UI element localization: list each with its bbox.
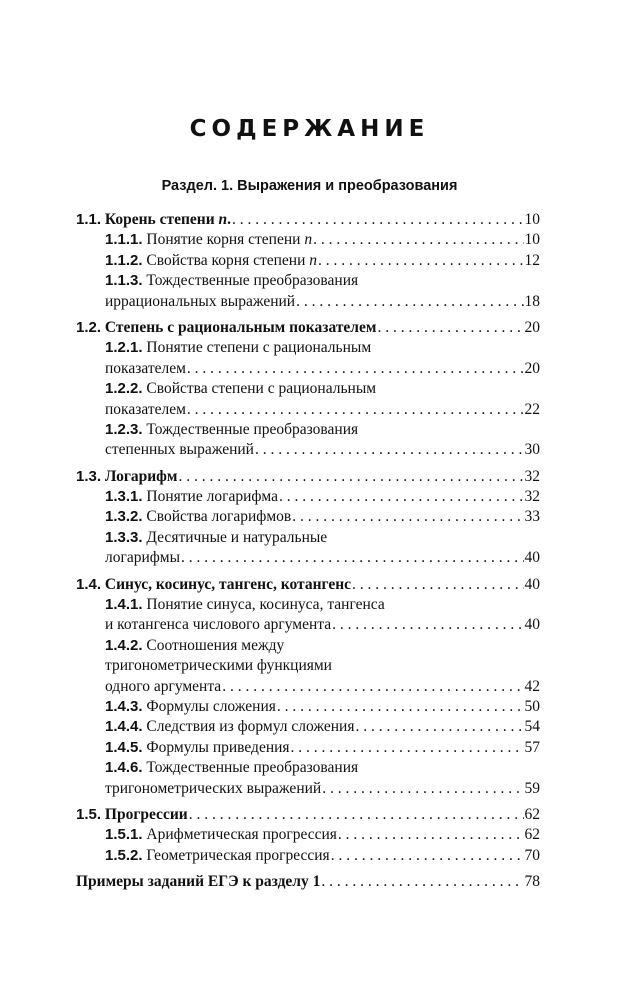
dot-leader bbox=[332, 615, 523, 635]
toc-entry-text: 1.1.1. Понятие корня степени n bbox=[105, 231, 313, 249]
page-number: 40 bbox=[524, 575, 540, 593]
toc-entry-text: Понятие степени с рациональным bbox=[146, 339, 372, 357]
toc-entry-text: 1.3.2. Свойства логарифмов bbox=[105, 508, 292, 526]
toc-entry-1-3-1[interactable] bbox=[76, 487, 540, 507]
toc-entry-text: 1.4.5. Формулы приведения bbox=[105, 738, 290, 756]
toc-entry-1-1-1[interactable] bbox=[76, 230, 540, 250]
page-number: 62 bbox=[524, 826, 540, 844]
toc-entry-text: Примеры заданий ЕГЭ к разделу 1 bbox=[76, 873, 321, 891]
page-number: 20 bbox=[524, 318, 540, 336]
dot-leader bbox=[187, 400, 524, 420]
page-number: 12 bbox=[524, 251, 540, 269]
toc-entry-text: 1.5. Прогрессии bbox=[76, 805, 188, 823]
page-number: 22 bbox=[524, 400, 540, 418]
toc-entry-1-4-2-cont2[interactable] bbox=[76, 677, 540, 697]
toc-entry-1-5[interactable] bbox=[76, 805, 540, 825]
toc-entry-1-4-1-cont[interactable] bbox=[76, 615, 540, 635]
dot-leader bbox=[232, 210, 523, 230]
toc-entry-1-3-3-cont[interactable] bbox=[76, 548, 540, 568]
page-number: 20 bbox=[524, 359, 540, 377]
toc-entry-text: 1.4. Синус, косинус, тангенс, котангенс bbox=[76, 575, 352, 593]
dot-leader bbox=[292, 507, 523, 527]
toc-entry-1-2-1[interactable]: 1.2.1. Понятие степени с рациональным bbox=[105, 339, 372, 357]
dot-leader bbox=[338, 825, 524, 845]
dot-leader bbox=[181, 548, 523, 568]
toc-entry-text: логарифмы bbox=[105, 549, 181, 567]
dot-leader bbox=[255, 440, 524, 460]
page-number: 32 bbox=[524, 488, 540, 506]
toc-entry-text: 1.5.2. Геометрическая прогрессия bbox=[105, 846, 330, 864]
section-heading: Раздел. 1. Выражения и преобразования bbox=[161, 178, 458, 194]
toc-entry-1-3[interactable] bbox=[76, 467, 540, 487]
toc-entry-text: тригонометрических выражений bbox=[105, 779, 322, 797]
page-number: 40 bbox=[524, 549, 540, 567]
toc-entry-1-4-2[interactable]: 1.4.2. Соотношения между bbox=[105, 636, 285, 654]
dot-leader bbox=[318, 251, 524, 271]
toc-entry-1-2[interactable] bbox=[76, 318, 540, 338]
toc-entry-1-2-1-cont[interactable] bbox=[76, 359, 540, 379]
page-number: 54 bbox=[524, 718, 540, 736]
toc-entry-text: Тождественные преобразования bbox=[146, 759, 359, 777]
toc-entry-1-4-4[interactable] bbox=[76, 717, 540, 737]
toc-entry-1-3-3[interactable]: 1.3.3. Десятичные и натуральные bbox=[105, 528, 328, 546]
toc-entry-text: степенных выражений bbox=[105, 441, 254, 459]
toc-entry-1-1-3[interactable]: 1.1.3. Тождественные преобразования bbox=[105, 272, 359, 290]
toc-entry-1-4-6-cont[interactable] bbox=[76, 779, 540, 799]
page-number: 30 bbox=[524, 441, 540, 459]
dot-leader bbox=[279, 487, 524, 507]
toc-entry-text: 1.3. Логарифм bbox=[76, 467, 178, 485]
toc-entry-examples[interactable] bbox=[76, 872, 540, 892]
toc-entry-1-2-3-cont[interactable] bbox=[76, 440, 540, 460]
dot-leader bbox=[313, 230, 523, 250]
toc-entry-text: 1.5.1. Арифметическая прогрессия bbox=[105, 826, 337, 844]
dot-leader bbox=[355, 717, 523, 737]
toc-entry-1-2-2-cont[interactable] bbox=[76, 400, 540, 420]
toc-entry-text: и котангенса числового аргумента bbox=[105, 616, 332, 634]
page-number: 40 bbox=[524, 616, 540, 634]
toc-entry-1-4-1[interactable]: 1.4.1. Понятие синуса, косинуса, тангенса bbox=[105, 596, 385, 614]
toc-entry-text: показателем bbox=[105, 400, 186, 418]
page-number: 78 bbox=[524, 873, 540, 891]
toc-entry-1-1-3-cont[interactable] bbox=[76, 292, 540, 312]
table-of-contents bbox=[76, 210, 540, 893]
dot-leader bbox=[291, 738, 524, 758]
page-number: 70 bbox=[524, 846, 540, 864]
toc-entry-text: 1.2. Степень с рациональным показателем bbox=[76, 318, 377, 336]
toc-entry-1-1[interactable] bbox=[76, 210, 540, 230]
toc-entry-1-5-2[interactable] bbox=[76, 846, 540, 866]
toc-entry-text: тригонометрическими функциями bbox=[105, 657, 332, 675]
page-number: 32 bbox=[524, 467, 540, 485]
dot-leader bbox=[222, 677, 523, 697]
toc-entry-text: 1.4.3. Формулы сложения bbox=[105, 697, 276, 715]
toc-entry-text: показателем bbox=[105, 359, 186, 377]
dot-leader bbox=[189, 805, 524, 825]
dot-leader bbox=[178, 467, 523, 487]
toc-entry-text: иррациональных выражений bbox=[105, 292, 296, 310]
toc-entry-text: 1.3.1. Понятие логарифма bbox=[105, 488, 278, 506]
toc-entry-1-4-6[interactable]: 1.4.6. Тождественные преобразования bbox=[105, 759, 359, 777]
page-number: 33 bbox=[524, 508, 540, 526]
page-number: 59 bbox=[524, 779, 540, 797]
toc-entry-text: Тождественные преобразования bbox=[146, 420, 359, 438]
page-number: 62 bbox=[524, 805, 540, 823]
page-number: 57 bbox=[524, 738, 540, 756]
toc-entry-text: 1.4.4. Следствия из формул сложения bbox=[105, 718, 355, 736]
page-number: 18 bbox=[524, 292, 540, 310]
page-number: 50 bbox=[524, 697, 540, 715]
dot-leader bbox=[331, 846, 524, 866]
toc-entry-1-1-2[interactable] bbox=[76, 251, 540, 271]
dot-leader bbox=[277, 697, 524, 717]
page-title: СОДЕРЖАНИЕ bbox=[189, 116, 430, 142]
toc-entry-1-2-2[interactable]: 1.2.2. Свойства степени с рациональным bbox=[105, 380, 377, 398]
dot-leader bbox=[187, 359, 524, 379]
toc-entry-1-5-1[interactable] bbox=[76, 825, 540, 845]
toc-entry-text: Десятичные и натуральные bbox=[146, 528, 328, 546]
dot-leader bbox=[296, 292, 523, 312]
toc-entry-1-3-2[interactable] bbox=[76, 507, 540, 527]
page-number: 10 bbox=[524, 211, 540, 228]
toc-entry-text: одного аргумента bbox=[105, 677, 222, 695]
toc-entry-1-4-5[interactable] bbox=[76, 738, 540, 758]
toc-entry-1-2-3[interactable]: 1.2.3. Тождественные преобразования bbox=[105, 420, 359, 438]
toc-entry-1-4-3[interactable] bbox=[76, 697, 540, 717]
page-number: 42 bbox=[524, 677, 540, 695]
dot-leader bbox=[352, 575, 523, 595]
dot-leader bbox=[377, 318, 523, 338]
page-number: 10 bbox=[524, 231, 540, 249]
dot-leader bbox=[322, 779, 523, 799]
toc-entry-text: Тождественные преобразования bbox=[146, 272, 359, 290]
toc-entry-1-4[interactable] bbox=[76, 575, 540, 595]
toc-entry-text: 1.1.2. Свойства корня степени n bbox=[105, 251, 317, 269]
toc-entry-text: Свойства степени с рациональным bbox=[146, 380, 377, 398]
toc-entry-text: Соотношения между bbox=[146, 636, 285, 654]
toc-entry-text: Понятие синуса, косинуса, тангенса bbox=[146, 596, 385, 614]
toc-entry-1-4-2-cont[interactable] bbox=[76, 656, 540, 676]
dot-leader bbox=[321, 872, 523, 892]
toc-entry-text: 1.1. Корень степени n. bbox=[76, 211, 232, 228]
